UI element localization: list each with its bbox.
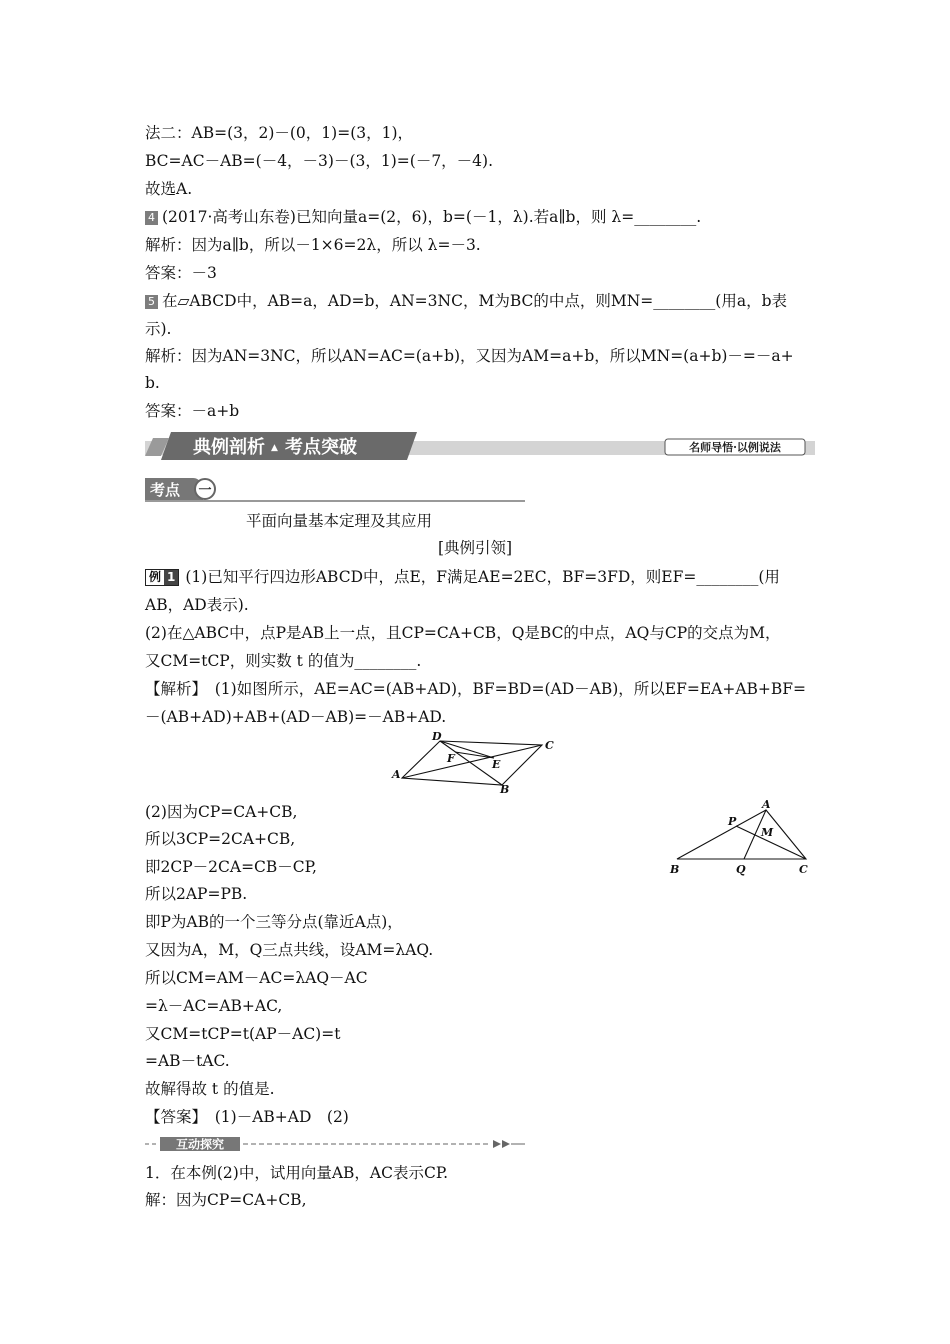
- solution-line: =λ－AC=AB+AC,: [145, 997, 283, 1015]
- text-line: 答案：－a+b: [145, 402, 240, 420]
- text-line: 答案：－3: [145, 264, 217, 282]
- solution-line: 又CM=tCP=t(AP－AC)=t: [145, 1025, 341, 1043]
- text-line: 又CM=tCP，则实数 t 的值为________.: [145, 652, 422, 670]
- svg-text:D: D: [432, 730, 442, 743]
- kaodian-number: 一: [198, 483, 212, 498]
- text-line: 1．在本例(2)中，试用向量AB，AC表示CP.: [145, 1164, 449, 1182]
- svg-text:F: F: [447, 752, 455, 765]
- svg-text:A: A: [762, 798, 771, 811]
- solution-line: =AB－tAC.: [145, 1052, 230, 1070]
- banner-tag: 名师导悟·以例说法: [689, 441, 781, 454]
- kaodian-label: 考点: [150, 481, 181, 499]
- section-title: 平面向量基本定理及其应用: [246, 512, 433, 530]
- solution-line: 所以2AP=PB.: [145, 885, 248, 903]
- solution-line: 又因为A，M，Q三点共线，设AM=λAQ.: [145, 941, 434, 959]
- svg-text:Q: Q: [736, 863, 746, 876]
- text-line: AB，AD表示).: [145, 596, 249, 614]
- example-text: (1)已知平行四边形ABCD中，点E，F满足AE=2EC，BF=3FD，则EF=________(用: [185, 568, 780, 586]
- question-text: (2017·高考山东卷)已知向量a=(2，6)，b=(－1，λ).若a∥b，则 λ=________.: [162, 208, 702, 226]
- solution-line: (2)因为CP=CA+CB,: [145, 803, 298, 821]
- question-text: 在▱ABCD中，AB=a，AD=b，AN=3NC，M为BC的中点，则MN=________(用a，b表: [162, 292, 787, 310]
- text-line: b.: [145, 374, 160, 392]
- solution-line: 即2CP－2CA=CB－CP,: [145, 858, 317, 876]
- text-line: 故选A.: [145, 180, 193, 198]
- triangle-figure: [664, 797, 814, 879]
- svg-text:M: M: [761, 826, 774, 839]
- solution-line: 故解得故 t 的值是.: [145, 1080, 275, 1098]
- svg-text:C: C: [545, 739, 554, 752]
- solution-line: 所以3CP=2CA+CB,: [145, 830, 296, 848]
- solution-line: －(AB+AD)+AB+(AD－AB)=－AB+AD.: [145, 708, 447, 726]
- interactive-explore-divider: [145, 1137, 525, 1151]
- svg-text:E: E: [492, 758, 501, 771]
- answer-line: 【答案】 (1)－AB+AD (2): [145, 1108, 349, 1126]
- svg-text:C: C: [799, 863, 808, 876]
- solution-line: 即P为AB的一个三等分点(靠近A点)，: [145, 913, 403, 931]
- text-line: BC=AC－AB=(－4，－3)－(3，1)=(－7，－4).: [145, 152, 494, 170]
- text-line: 解析：因为a∥b，所以－1×6=2λ，所以 λ=－3.: [145, 236, 481, 254]
- banner-dot-icon: ▲: [271, 443, 278, 453]
- text-line: 解析：因为AN=3NC，所以AN=AC=(a+b)，又因为AM=a+b，所以MN=(a+b)－=－a+: [145, 347, 794, 365]
- interactive-explore-label: 互动探究: [175, 1137, 225, 1151]
- text-line: 示).: [145, 320, 172, 338]
- banner-title: 典例剖析: [193, 437, 265, 458]
- question-4: [145, 207, 701, 227]
- example-badge: 例 1: [145, 569, 179, 586]
- parallelogram-figure: [390, 728, 560, 796]
- text-line: 解：因为CP=CA+CB,: [145, 1191, 307, 1209]
- kaodian-header: [145, 476, 525, 502]
- svg-text:B: B: [670, 863, 680, 876]
- question-5: [145, 291, 787, 311]
- solution-line: 所以CM=AM－AC=λAQ－AC: [145, 969, 368, 987]
- section-subtitle: [典例引领]: [438, 539, 513, 557]
- section-banner: [145, 430, 815, 462]
- text-line: (2)在△ABC中，点P是AB上一点，且CP=CA+CB，Q是BC的中点，AQ与CP的交点为M，: [145, 624, 781, 642]
- svg-text:P: P: [728, 815, 737, 828]
- text-line: 法二：AB=(3，2)－(0，1)=(3，1)，: [145, 124, 414, 142]
- question-number-badge: 4: [145, 211, 158, 225]
- svg-text:A: A: [392, 768, 401, 781]
- svg-text:B: B: [500, 783, 510, 796]
- question-number-badge: 5: [145, 295, 158, 309]
- banner-title-2: 考点突破: [285, 437, 357, 458]
- solution-line: 【解析】 (1)如图所示，AE=AC=(AB+AD)，BF=BD=(AD－AB)，所以EF=EA+AB+BF=: [145, 680, 807, 698]
- example-1: [145, 567, 780, 587]
